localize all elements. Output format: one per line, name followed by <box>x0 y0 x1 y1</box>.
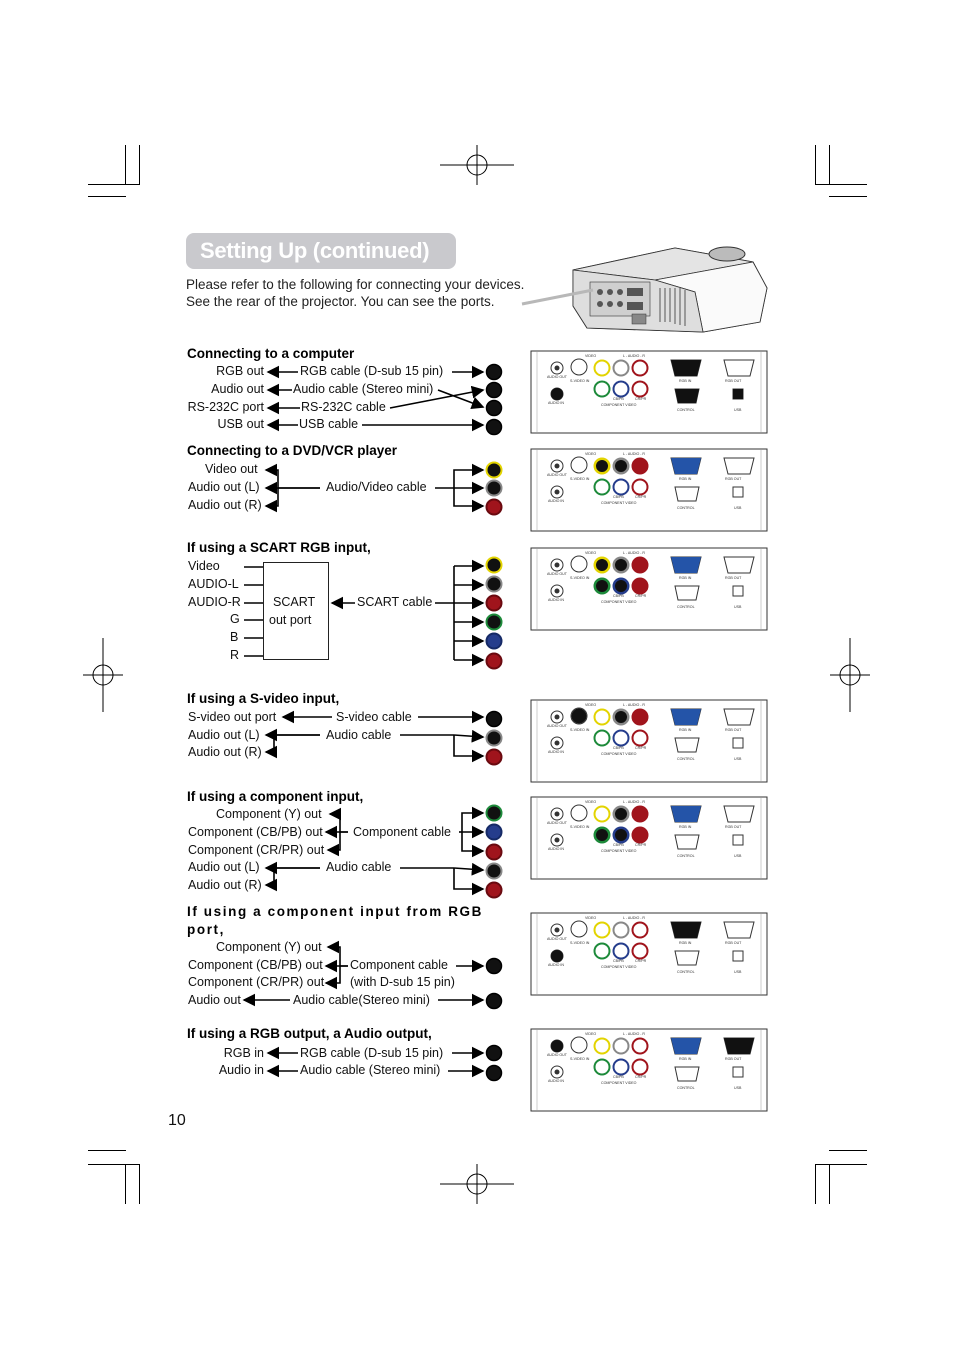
device-label: B <box>230 630 239 644</box>
cable-label: Audio cable <box>326 728 392 742</box>
device-label: Component (CB/PB) out <box>188 958 323 972</box>
cable-label: SCART cable <box>357 595 433 609</box>
device-label: Component (Y) out <box>216 940 322 954</box>
device-label: Audio out (L) <box>188 480 260 494</box>
cable-label: Audio cable (Stereo mini) <box>300 1063 441 1077</box>
section-heading-component: If using a component input, <box>187 789 364 804</box>
cable-label: (with D-sub 15 pin) <box>350 975 455 989</box>
rear-panel-svideo <box>531 700 767 782</box>
scart-port-label: out port <box>269 613 312 627</box>
cable-label: RGB cable (D-sub 15 pin) <box>300 364 444 378</box>
cable-label: RGB cable (D-sub 15 pin) <box>300 1046 444 1060</box>
device-label: AUDIO-R <box>188 595 241 609</box>
device-label: Audio out (R) <box>188 498 262 512</box>
device-label: Component (CB/PB) out <box>188 825 323 839</box>
device-label: Audio out (R) <box>188 878 262 892</box>
rear-panel-component-rgb <box>531 913 767 995</box>
rear-panel-dvd <box>531 449 767 531</box>
device-label: RGB in <box>223 1046 264 1060</box>
device-label: Component (CR/PR) out <box>188 975 325 989</box>
device-label: Audio out (L) <box>188 728 260 742</box>
rear-panel-rgb-output <box>531 1029 767 1111</box>
device-label: Video <box>188 559 220 573</box>
device-label: RS-232C port <box>187 400 264 414</box>
device-label: Component (CR/PR) out <box>188 843 325 857</box>
device-label: USB out <box>217 417 264 431</box>
device-label: S-video out port <box>188 710 277 724</box>
rear-panel-computer <box>531 351 767 433</box>
page-number: 10 <box>168 1112 186 1129</box>
cable-label: Audio cable (Stereo mini) <box>293 382 434 396</box>
device-label: Audio out <box>188 993 241 1007</box>
device-label: Audio out (R) <box>188 745 262 759</box>
section-heading-rgb-output: If using a RGB output, a Audio output, <box>187 1026 432 1041</box>
device-label: AUDIO-L <box>188 577 239 591</box>
cable-label: Component cable <box>350 958 448 972</box>
cable-label: Component cable <box>353 825 451 839</box>
device-label: R <box>230 648 240 662</box>
rear-panel-diagrams: VIDEO L - AUDIO - R AUDIO OUT S-VIDEO IN AUDIO IN CB/PB CR/PR COMPONENT VIDEO RGB IN RGB OUT CONTROL USB <box>0 0 954 1351</box>
cable-label: Audio cable <box>326 860 392 874</box>
cable-label: S-video cable <box>336 710 412 724</box>
section-heading-computer: Connecting to a computer <box>187 346 355 361</box>
page-title: Setting Up (continued) <box>200 238 430 263</box>
section-heading-svideo: If using a S-video input, <box>187 691 340 706</box>
rear-panel-scart <box>531 548 767 630</box>
intro-text: Please refer to the following for connecting your devices. See the rear of the projector. You can see the ports. <box>186 277 525 309</box>
cable-label: Audio cable(Stereo mini) <box>293 993 430 1007</box>
device-label: Audio in <box>218 1063 264 1077</box>
device-label: Video out <box>205 462 258 476</box>
device-label: G <box>230 612 240 626</box>
section-heading-dvd: Connecting to a DVD/VCR player <box>187 443 398 458</box>
device-label: Component (Y) out <box>216 807 322 821</box>
rear-panel-component <box>531 797 767 879</box>
cable-label: RS-232C cable <box>301 400 386 414</box>
scart-port-label: SCART <box>273 595 316 609</box>
device-label: RGB out <box>216 364 264 378</box>
cable-label: Audio/Video cable <box>326 480 427 494</box>
device-label: Audio out (L) <box>188 860 260 874</box>
section-heading-component-rgb: If using a component input from RGB port, <box>187 904 483 937</box>
cable-label: USB cable <box>299 417 359 431</box>
section-heading-scart: If using a SCART RGB input, <box>187 540 371 555</box>
device-label: Audio out <box>211 382 264 396</box>
